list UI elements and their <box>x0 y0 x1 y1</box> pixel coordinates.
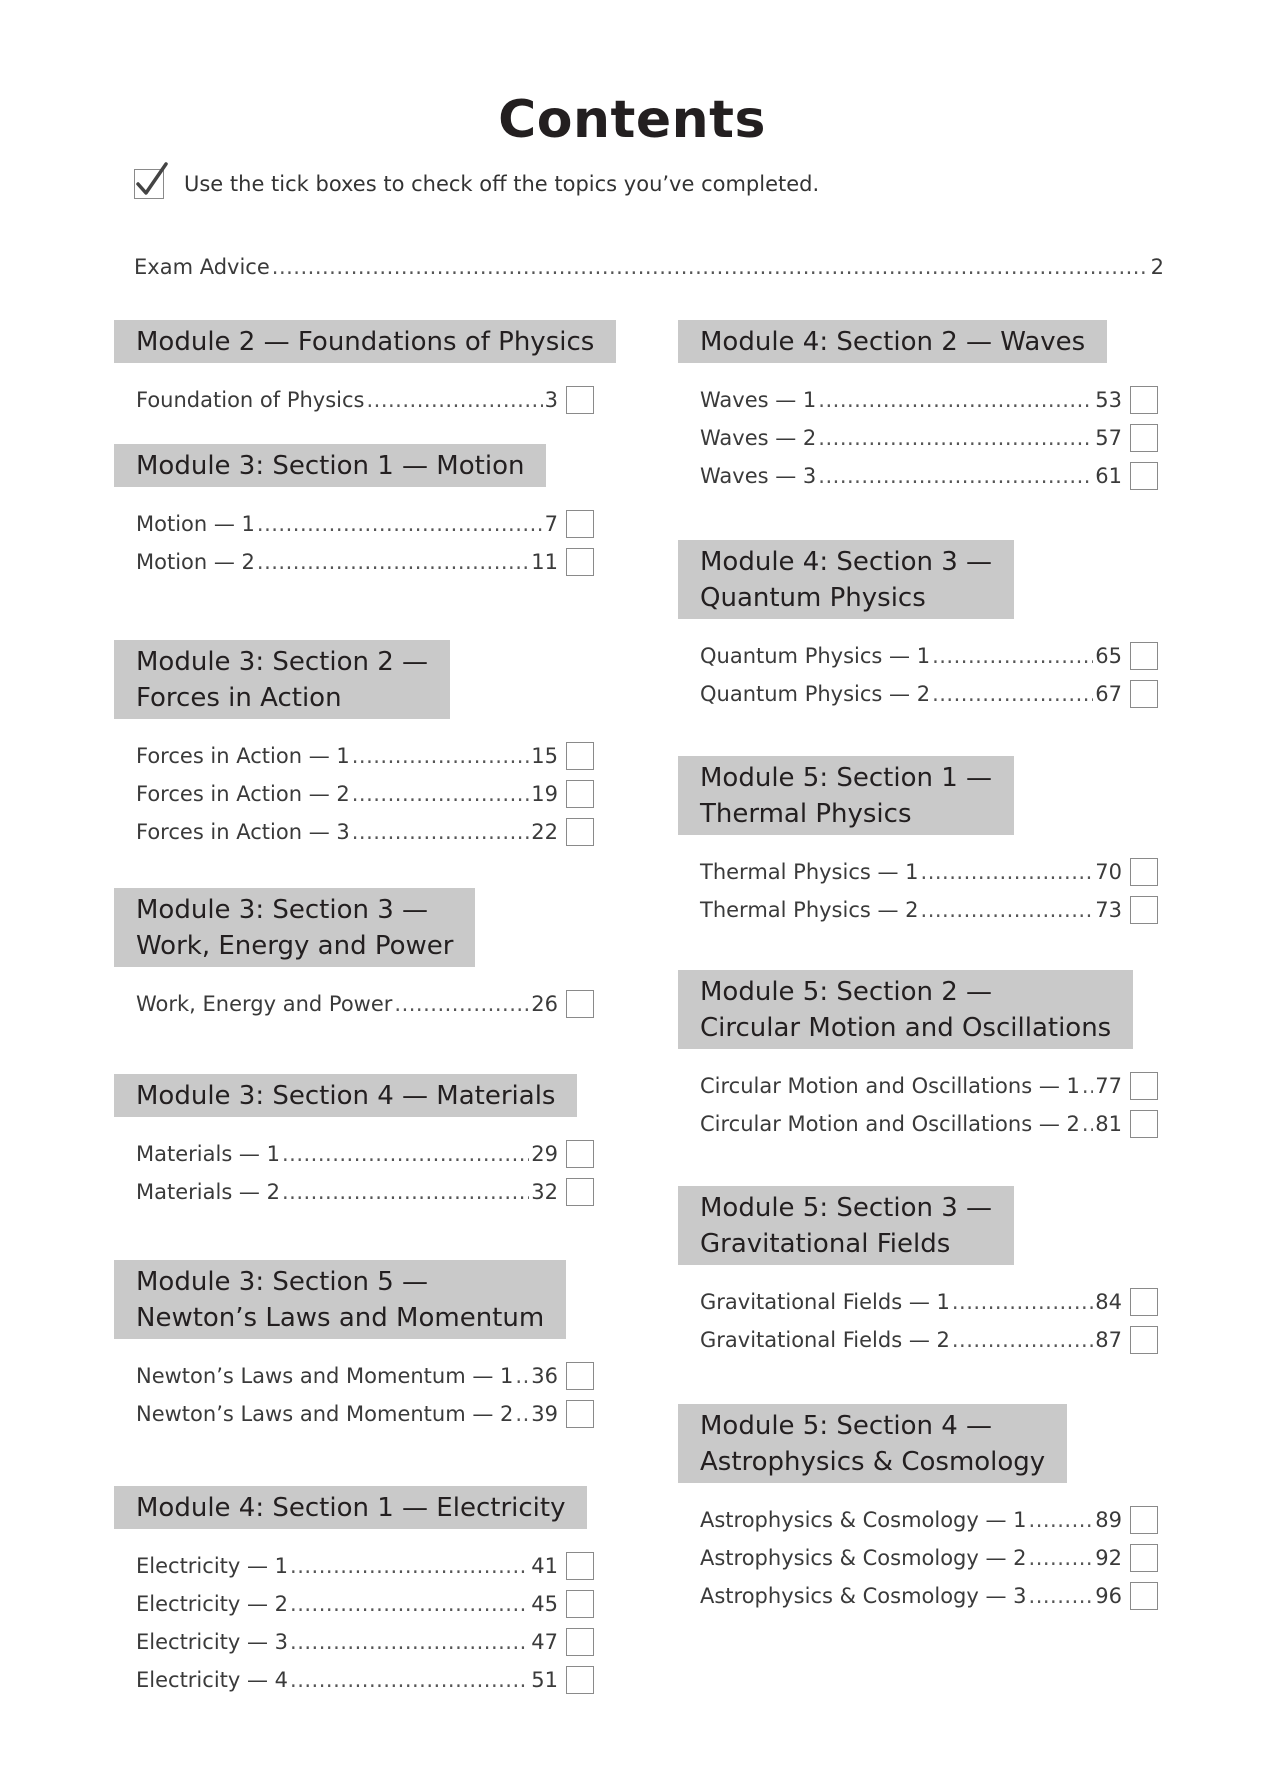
entry-page: 3 <box>544 388 558 412</box>
section-header <box>114 888 475 967</box>
entry-label: Motion — 1 <box>136 512 255 536</box>
entry-label: Materials — 1 <box>136 1142 280 1166</box>
tick-box-checkbox[interactable] <box>566 386 594 414</box>
tick-box-checkbox[interactable] <box>566 1400 594 1428</box>
entry-label: Gravitational Fields — 2 <box>700 1328 950 1352</box>
section-header-line: Module 5: Section 4 — <box>700 1411 993 1441</box>
tick-box-checkbox[interactable] <box>1130 1582 1158 1610</box>
leader-dots <box>1029 1546 1094 1570</box>
section-header <box>678 1186 1014 1265</box>
leader-dots <box>932 682 1093 706</box>
leader-dots <box>1029 1584 1094 1608</box>
check-mark-icon <box>134 169 164 199</box>
entry-label: Forces in Action — 3 <box>136 820 350 844</box>
entry-page: 89 <box>1095 1508 1122 1532</box>
entry-page: 57 <box>1095 426 1122 450</box>
tick-box-checkbox[interactable] <box>1130 1544 1158 1572</box>
instruction-line <box>134 164 819 204</box>
section-header-line: Module 2 — Foundations of Physics <box>136 327 595 357</box>
entry-list <box>678 637 1158 713</box>
section-header <box>114 640 450 719</box>
section-header-line: Module 5: Section 3 — <box>700 1193 993 1223</box>
tick-box-checkbox[interactable] <box>566 1362 594 1390</box>
toc-entry[interactable] <box>700 381 1158 419</box>
leader-dots <box>921 860 1094 884</box>
section-header-line: Thermal Physics <box>700 799 912 829</box>
leader-dots <box>290 1630 529 1654</box>
entry-page: 29 <box>531 1142 558 1166</box>
tick-box-checkbox[interactable] <box>566 1140 594 1168</box>
section-header-line: Module 5: Section 2 — <box>700 977 993 1007</box>
entry-label: Quantum Physics — 1 <box>700 644 931 668</box>
section-header-line: Work, Energy and Power <box>136 931 454 961</box>
exam-advice-entry[interactable] <box>134 248 1164 286</box>
toc-entry[interactable] <box>136 1357 594 1395</box>
leader-dots <box>352 820 530 844</box>
entry-page: 39 <box>531 1402 558 1426</box>
entry-page: 2 <box>1150 255 1164 279</box>
tick-box-checkbox[interactable] <box>566 548 594 576</box>
tick-box-checkbox[interactable] <box>566 780 594 808</box>
entry-page: 22 <box>531 820 558 844</box>
leader-dots <box>818 426 1093 450</box>
leader-dots <box>952 1328 1093 1352</box>
section-header <box>114 1074 577 1117</box>
section-header <box>114 1260 566 1339</box>
tick-box-checkbox[interactable] <box>1130 1288 1158 1316</box>
left-section <box>114 444 594 581</box>
toc-entry[interactable] <box>700 853 1158 891</box>
entry-page: 11 <box>531 550 558 574</box>
tick-box-checkbox[interactable] <box>1130 1110 1158 1138</box>
section-header <box>114 1486 587 1529</box>
left-section <box>114 888 594 1023</box>
entry-label: Electricity — 2 <box>136 1592 289 1616</box>
entry-page: 53 <box>1095 388 1122 412</box>
entry-page: 41 <box>531 1554 558 1578</box>
entry-list <box>114 985 594 1023</box>
section-header-line: Gravitational Fields <box>700 1229 951 1259</box>
entry-list <box>114 381 594 419</box>
entry-label: Forces in Action — 2 <box>136 782 350 806</box>
entry-page: 51 <box>531 1668 558 1692</box>
toc-entry[interactable] <box>700 675 1158 713</box>
left-section <box>114 1260 594 1433</box>
toc-entry[interactable] <box>700 457 1158 495</box>
toc-entry[interactable] <box>136 1395 594 1433</box>
entry-label: Thermal Physics — 2 <box>700 898 919 922</box>
section-header-line: Module 3: Section 5 — <box>136 1267 429 1297</box>
right-section <box>678 1186 1158 1359</box>
entry-label: Newton’s Laws and Momentum — 1 <box>136 1364 514 1388</box>
entry-label: Foundation of Physics <box>136 388 365 412</box>
entry-label: Motion — 2 <box>136 550 255 574</box>
entry-label: Electricity — 4 <box>136 1668 289 1692</box>
leader-dots <box>1082 1112 1093 1136</box>
section-header-line: Module 3: Section 4 — Materials <box>136 1081 556 1111</box>
entry-page: 32 <box>531 1180 558 1204</box>
tick-box-checkbox[interactable] <box>1130 858 1158 886</box>
section-header-line: Module 4: Section 1 — Electricity <box>136 1493 566 1523</box>
section-header-line: Circular Motion and Oscillations <box>700 1013 1112 1043</box>
section-header-line: Module 3: Section 2 — <box>136 647 429 677</box>
entry-list <box>114 1357 594 1433</box>
entry-page: 70 <box>1095 860 1122 884</box>
left-section <box>114 1486 594 1699</box>
leader-dots <box>366 388 542 412</box>
entry-label: Astrophysics & Cosmology — 3 <box>700 1584 1027 1608</box>
tick-box-checkbox[interactable] <box>1130 1326 1158 1354</box>
entry-label: Waves — 3 <box>700 464 817 488</box>
entry-list <box>114 505 594 581</box>
right-section <box>678 970 1158 1143</box>
tick-box-checkbox[interactable] <box>566 1552 594 1580</box>
section-header-line: Module 3: Section 3 — <box>136 895 429 925</box>
leader-dots <box>818 388 1093 412</box>
section-header-line: Newton’s Laws and Momentum <box>136 1303 545 1333</box>
toc-entry[interactable] <box>136 1585 594 1623</box>
toc-entry[interactable] <box>700 1577 1158 1615</box>
section-header-line: Module 4: Section 2 — Waves <box>700 327 1086 357</box>
leader-dots <box>352 744 530 768</box>
entry-label: Waves — 1 <box>700 388 817 412</box>
entry-label: Waves — 2 <box>700 426 817 450</box>
leader-dots <box>282 1180 529 1204</box>
tick-box-checkbox[interactable] <box>1130 462 1158 490</box>
section-header <box>678 540 1014 619</box>
toc-entry[interactable] <box>136 813 594 851</box>
entry-label: Circular Motion and Oscillations — 1 <box>700 1074 1080 1098</box>
toc-entry[interactable] <box>700 419 1158 457</box>
entry-list <box>678 1283 1158 1359</box>
right-section <box>678 756 1158 929</box>
section-header <box>678 1404 1067 1483</box>
toc-entry[interactable] <box>700 1321 1158 1359</box>
entry-label: Materials — 2 <box>136 1180 280 1204</box>
leader-dots <box>257 550 529 574</box>
tick-box-checkbox[interactable] <box>566 510 594 538</box>
entry-page: 87 <box>1095 1328 1122 1352</box>
toc-entry[interactable] <box>136 1547 594 1585</box>
tick-box-checkbox[interactable] <box>566 1628 594 1656</box>
leader-dots <box>352 782 530 806</box>
right-section <box>678 1404 1158 1615</box>
toc-entry[interactable] <box>136 737 594 775</box>
entry-page: 47 <box>531 1630 558 1654</box>
right-section <box>678 320 1158 495</box>
toc-entry[interactable] <box>700 637 1158 675</box>
toc-entry[interactable] <box>700 1501 1158 1539</box>
left-section <box>114 320 594 419</box>
tick-box-checkbox[interactable] <box>566 1178 594 1206</box>
entry-label: Circular Motion and Oscillations — 2 <box>700 1112 1080 1136</box>
entry-page: 61 <box>1095 464 1122 488</box>
section-header-line: Astrophysics & Cosmology <box>700 1447 1046 1477</box>
tick-box-checkbox[interactable] <box>1130 896 1158 924</box>
tick-box-checkbox[interactable] <box>566 1590 594 1618</box>
leader-dots <box>290 1668 529 1692</box>
toc-entry[interactable] <box>136 543 594 581</box>
tick-box-checkbox[interactable] <box>566 1666 594 1694</box>
leader-dots <box>282 1142 529 1166</box>
leader-dots <box>394 992 529 1016</box>
toc-entry[interactable] <box>136 985 594 1023</box>
entry-label: Forces in Action — 1 <box>136 744 350 768</box>
entry-list <box>678 381 1158 495</box>
entry-label: Electricity — 1 <box>136 1554 289 1578</box>
leader-dots <box>818 464 1093 488</box>
entry-page: 84 <box>1095 1290 1122 1314</box>
entry-list <box>678 853 1158 929</box>
instruction-text: Use the tick boxes to check off the topics you’ve completed. <box>184 172 820 196</box>
toc-entry[interactable] <box>136 505 594 543</box>
tick-box-checkbox[interactable] <box>1130 642 1158 670</box>
entry-page: 67 <box>1095 682 1122 706</box>
tick-box-checkbox[interactable] <box>1130 386 1158 414</box>
leader-dots <box>515 1402 529 1426</box>
section-header <box>678 756 1014 835</box>
entry-page: 45 <box>531 1592 558 1616</box>
entry-page: 81 <box>1095 1112 1122 1136</box>
leader-dots <box>1082 1074 1093 1098</box>
section-header-line: Quantum Physics <box>700 583 926 613</box>
toc-entry[interactable] <box>136 1623 594 1661</box>
page-title: Contents <box>498 90 766 150</box>
section-header <box>678 970 1133 1049</box>
section-header <box>114 444 546 487</box>
tick-box-checkbox[interactable] <box>1130 1072 1158 1100</box>
left-section <box>114 1074 594 1211</box>
leader-dots <box>921 898 1094 922</box>
entry-list <box>678 1501 1158 1615</box>
leader-dots <box>952 1290 1093 1314</box>
entry-list <box>678 1067 1158 1143</box>
tick-box-checkbox[interactable] <box>1130 680 1158 708</box>
entry-label: Electricity — 3 <box>136 1630 289 1654</box>
toc-entry[interactable] <box>700 1105 1158 1143</box>
section-header-line: Module 3: Section 1 — Motion <box>136 451 525 481</box>
entry-page: 19 <box>531 782 558 806</box>
entry-list <box>114 1547 594 1699</box>
entry-page: 96 <box>1095 1584 1122 1608</box>
entry-label: Gravitational Fields — 1 <box>700 1290 950 1314</box>
entry-list <box>114 737 594 851</box>
toc-entry[interactable] <box>136 775 594 813</box>
leader-dots <box>290 1554 529 1578</box>
leader-dots <box>515 1364 529 1388</box>
tick-box-checkbox[interactable] <box>1130 1506 1158 1534</box>
leader-dots <box>257 512 543 536</box>
right-section <box>678 540 1158 713</box>
tick-box-checkbox[interactable] <box>566 742 594 770</box>
entry-page: 92 <box>1095 1546 1122 1570</box>
entry-label: Exam Advice <box>134 255 270 279</box>
section-header <box>114 320 616 363</box>
leader-dots <box>290 1592 529 1616</box>
toc-entry[interactable] <box>136 1135 594 1173</box>
toc-entry[interactable] <box>700 1539 1158 1577</box>
section-header <box>678 320 1107 363</box>
tick-box-checkbox[interactable] <box>566 990 594 1018</box>
section-header-line: Module 4: Section 3 — <box>700 547 993 577</box>
entry-page: 36 <box>531 1364 558 1388</box>
toc-entry[interactable] <box>136 381 594 419</box>
entry-label: Quantum Physics — 2 <box>700 682 931 706</box>
toc-entry[interactable] <box>700 891 1158 929</box>
entry-label: Astrophysics & Cosmology — 2 <box>700 1546 1027 1570</box>
entry-list <box>114 1135 594 1211</box>
leader-dots <box>272 255 1149 279</box>
toc-entry[interactable] <box>700 1283 1158 1321</box>
entry-label: Astrophysics & Cosmology — 1 <box>700 1508 1027 1532</box>
toc-entry[interactable] <box>136 1661 594 1699</box>
left-section <box>114 640 594 851</box>
section-header-line: Forces in Action <box>136 683 342 713</box>
leader-dots <box>932 644 1093 668</box>
entry-label: Work, Energy and Power <box>136 992 393 1016</box>
entry-page: 15 <box>531 744 558 768</box>
entry-page: 73 <box>1095 898 1122 922</box>
entry-page: 26 <box>531 992 558 1016</box>
leader-dots <box>1029 1508 1094 1532</box>
tick-box-checkbox[interactable] <box>1130 424 1158 452</box>
entry-page: 7 <box>544 512 558 536</box>
tick-box-checkbox[interactable] <box>566 818 594 846</box>
entry-page: 65 <box>1095 644 1122 668</box>
section-header-line: Module 5: Section 1 — <box>700 763 993 793</box>
entry-label: Thermal Physics — 1 <box>700 860 919 884</box>
toc-entry[interactable] <box>700 1067 1158 1105</box>
toc-entry[interactable] <box>136 1173 594 1211</box>
entry-label: Newton’s Laws and Momentum — 2 <box>136 1402 514 1426</box>
entry-page: 77 <box>1095 1074 1122 1098</box>
